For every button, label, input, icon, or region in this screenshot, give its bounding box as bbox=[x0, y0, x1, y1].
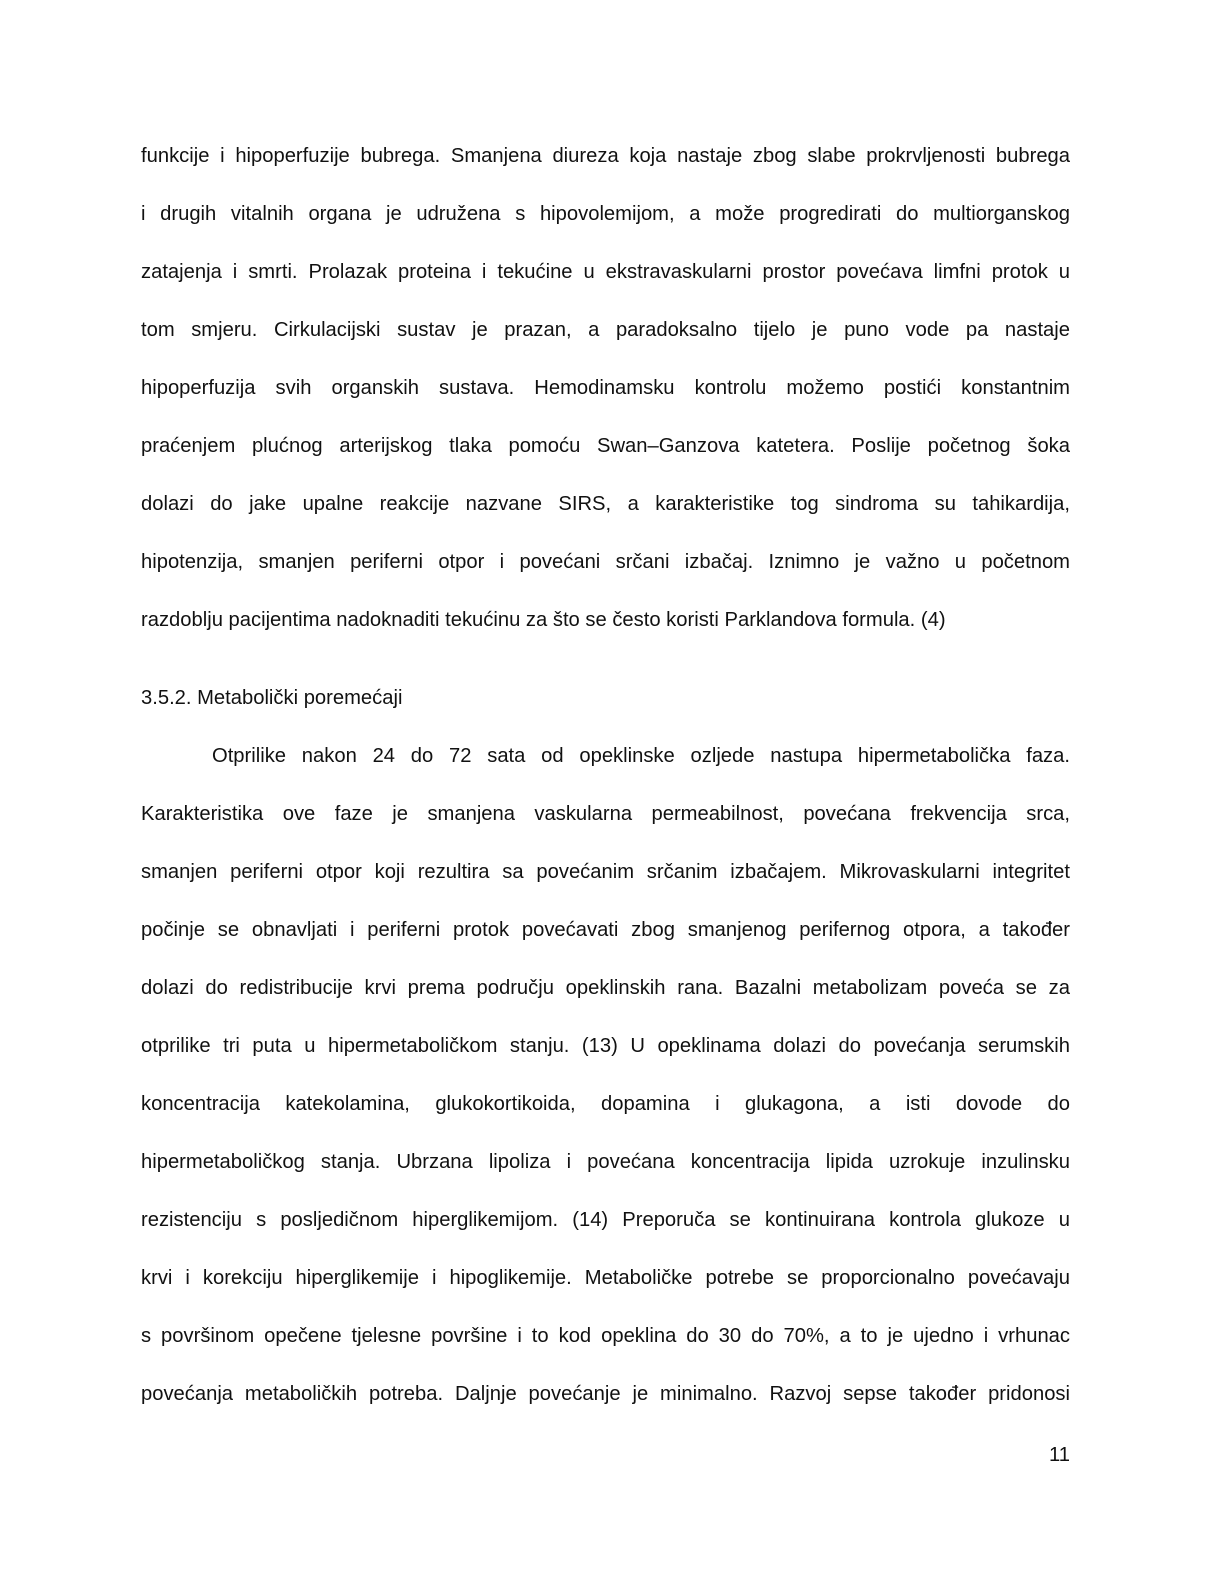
text-line: razdoblju pacijentima nadoknaditi tekućinu za što se često koristi Parklandova formula. (4) bbox=[141, 609, 946, 631]
text-line: hipotenzija, smanjen periferni otpor i povećani srčani izbačaj. Iznimno je važno u početnom bbox=[141, 551, 1070, 573]
paragraph-metabolic bbox=[141, 738, 1070, 1434]
text-line: dolazi do jake upalne reakcije nazvane SIRS, a karakteristike tog sindroma su tahikardija, bbox=[141, 493, 1070, 515]
page-number: 11 bbox=[1049, 1444, 1070, 1466]
page-body bbox=[141, 138, 1070, 1434]
text-line: Otprilike nakon 24 do 72 sata od opeklinske ozljede nastupa hipermetabolička faza. bbox=[212, 745, 1070, 767]
text-line: rezistenciju s posljedičnom hiperglikemijom. (14) Preporuča se kontinuirana kontrola glukoze u bbox=[141, 1209, 1070, 1231]
text-line: hipoperfuzija svih organskih sustava. Hemodinamsku kontrolu možemo postići konstantnim bbox=[141, 377, 1070, 399]
text-line: dolazi do redistribucije krvi prema području opeklinskih rana. Bazalni metabolizam poveća se za bbox=[141, 977, 1070, 999]
paragraph-hemodynamics bbox=[141, 138, 1070, 660]
text-line: i drugih vitalnih organa je udružena s hipovolemijom, a može progredirati do multiorganskog bbox=[141, 203, 1070, 225]
text-line: hipermetaboličkog stanja. Ubrzana lipoliza i povećana koncentracija lipida uzrokuje inzulinsku bbox=[141, 1151, 1070, 1173]
section-heading: 3.5.2. Metabolički poremećaji bbox=[141, 687, 403, 709]
text-line: povećanja metaboličkih potreba. Daljnje povećanje je minimalno. Razvoj sepse također pridonosi bbox=[141, 1383, 1070, 1405]
text-line: praćenjem plućnog arterijskog tlaka pomoću Swan–Ganzova katetera. Poslije početnog šoka bbox=[141, 435, 1070, 457]
text-line: koncentracija katekolamina, glukokortikoida, dopamina i glukagona, a isti dovode do bbox=[141, 1093, 1070, 1115]
text-line: krvi i korekciju hiperglikemije i hipoglikemije. Metaboličke potrebe se proporcionalno povećavaju bbox=[141, 1267, 1070, 1289]
text-line: otprilike tri puta u hipermetaboličkom stanju. (13) U opeklinama dolazi do povećanja serumskih bbox=[141, 1035, 1070, 1057]
text-line: zatajenja i smrti. Prolazak proteina i tekućine u ekstravaskularni prostor povećava limfni protok u bbox=[141, 261, 1070, 283]
text-line: funkcije i hipoperfuzije bubrega. Smanjena diureza koja nastaje zbog slabe prokrvljenosti bubrega bbox=[141, 145, 1070, 167]
text-line: tom smjeru. Cirkulacijski sustav je prazan, a paradoksalno tijelo je puno vode pa nastaje bbox=[141, 319, 1070, 341]
text-line: Karakteristika ove faze je smanjena vaskularna permeabilnost, povećana frekvencija srca, bbox=[141, 803, 1070, 825]
text-line: počinje se obnavljati i periferni protok povećavati zbog smanjenog perifernog otpora, a također bbox=[141, 919, 1070, 941]
text-line: smanjen periferni otpor koji rezultira sa povećanim srčanim izbačajem. Mikrovaskularni integritet bbox=[141, 861, 1070, 883]
text-line: s površinom opečene tjelesne površine i to kod opeklina do 30 do 70%, a to je ujedno i vrhunac bbox=[141, 1325, 1070, 1347]
